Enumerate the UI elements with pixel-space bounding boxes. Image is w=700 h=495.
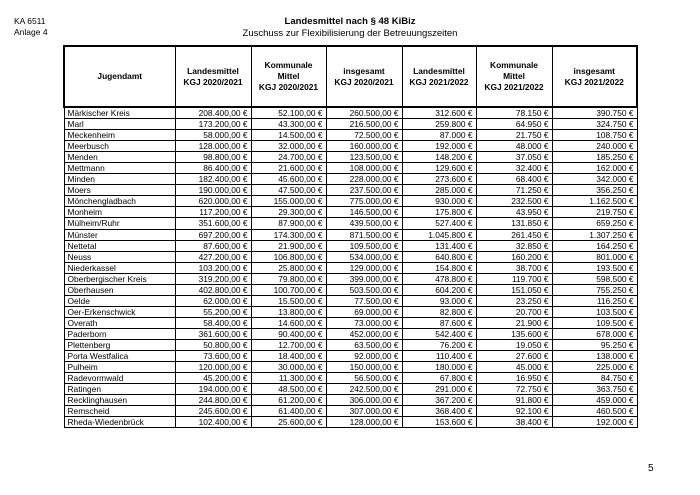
cell-amount: 103.200,00 €	[175, 262, 251, 273]
cell-amount: 244.800,00 €	[175, 395, 251, 406]
cell-amount: 291.000 €	[402, 384, 476, 395]
cell-amount: 342.000 €	[552, 174, 637, 185]
cell-amount: 351.600,00 €	[175, 218, 251, 229]
cell-amount: 439.500,00 €	[326, 218, 402, 229]
cell-amount: 216.500,00 €	[326, 119, 402, 130]
cell-amount: 131.400 €	[402, 240, 476, 251]
cell-amount: 542.400 €	[402, 328, 476, 339]
cell-amount: 48.000 €	[476, 141, 552, 152]
cell-amount: 240.000 €	[552, 141, 637, 152]
cell-amount: 87.900,00 €	[251, 218, 326, 229]
cell-amount: 110.400 €	[402, 351, 476, 362]
cell-amount: 37.050 €	[476, 152, 552, 163]
cell-amount: 260.500,00 €	[326, 107, 402, 119]
cell-amount: 43.950 €	[476, 207, 552, 218]
cell-amount: 102.400,00 €	[175, 417, 251, 428]
cell-amount: 21.900,00 €	[251, 240, 326, 251]
cell-amount: 38.700 €	[476, 262, 552, 273]
table-row	[64, 251, 637, 262]
funding-table	[63, 45, 638, 428]
table-row	[64, 328, 637, 339]
cell-amount: 261.450 €	[476, 229, 552, 240]
cell-amount: 390.750 €	[552, 107, 637, 119]
cell-amount: 12.700,00 €	[251, 339, 326, 350]
cell-jugendamt: Porta Westfalica	[64, 351, 175, 362]
cell-amount: 192.000 €	[552, 417, 637, 428]
cell-amount: 128.000,00 €	[175, 141, 251, 152]
cell-amount: 160.200 €	[476, 251, 552, 262]
cell-amount: 598.500 €	[552, 273, 637, 284]
cell-amount: 21.750 €	[476, 130, 552, 141]
cell-amount: 237.500,00 €	[326, 185, 402, 196]
cell-amount: 180.000 €	[402, 362, 476, 373]
cell-amount: 801.000 €	[552, 251, 637, 262]
cell-amount: 71.250 €	[476, 185, 552, 196]
cell-amount: 307.000,00 €	[326, 406, 402, 417]
cell-amount: 427.200,00 €	[175, 251, 251, 262]
cell-amount: 15.500,00 €	[251, 295, 326, 306]
cell-amount: 367.200 €	[402, 395, 476, 406]
cell-amount: 11.300,00 €	[251, 373, 326, 384]
cell-amount: 245.600,00 €	[175, 406, 251, 417]
cell-amount: 24.700,00 €	[251, 152, 326, 163]
cell-amount: 154.800 €	[402, 262, 476, 273]
cell-amount: 228.000,00 €	[326, 174, 402, 185]
cell-jugendamt: Oer-Erkenschwick	[64, 306, 175, 317]
table-row	[64, 262, 637, 273]
cell-amount: 160.000,00 €	[326, 141, 402, 152]
cell-amount: 20.700 €	[476, 306, 552, 317]
cell-amount: 534.000,00 €	[326, 251, 402, 262]
cell-jugendamt: Meckenheim	[64, 130, 175, 141]
table-row	[64, 196, 637, 207]
cell-amount: 259.800 €	[402, 119, 476, 130]
cell-amount: 76.200 €	[402, 339, 476, 350]
cell-amount: 402.800,00 €	[175, 284, 251, 295]
table-row	[64, 107, 637, 119]
cell-amount: 32.850 €	[476, 240, 552, 251]
cell-amount: 604.200 €	[402, 284, 476, 295]
cell-amount: 72.750 €	[476, 384, 552, 395]
cell-amount: 82.800 €	[402, 306, 476, 317]
cell-jugendamt: Overath	[64, 317, 175, 328]
table-row	[64, 384, 637, 395]
cell-jugendamt: Ratingen	[64, 384, 175, 395]
cell-amount: 116.250 €	[552, 295, 637, 306]
cell-amount: 135.600 €	[476, 328, 552, 339]
cell-amount: 52.100,00 €	[251, 107, 326, 119]
cell-amount: 527.400 €	[402, 218, 476, 229]
table-row	[64, 130, 637, 141]
cell-amount: 91.800 €	[476, 395, 552, 406]
cell-amount: 58.400,00 €	[175, 317, 251, 328]
cell-amount: 100.700,00 €	[251, 284, 326, 295]
cell-amount: 208.400,00 €	[175, 107, 251, 119]
cell-amount: 92.100 €	[476, 406, 552, 417]
cell-amount: 128.000,00 €	[326, 417, 402, 428]
cell-amount: 659.250 €	[552, 218, 637, 229]
cell-amount: 755.250 €	[552, 284, 637, 295]
cell-jugendamt: Menden	[64, 152, 175, 163]
cell-amount: 148.200 €	[402, 152, 476, 163]
cell-amount: 109.500,00 €	[326, 240, 402, 251]
table-row	[64, 207, 637, 218]
cell-amount: 87.600,00 €	[175, 240, 251, 251]
cell-amount: 90.400,00 €	[251, 328, 326, 339]
cell-amount: 219.750 €	[552, 207, 637, 218]
table-row	[64, 417, 637, 428]
cell-jugendamt: Mönchengladbach	[64, 196, 175, 207]
cell-amount: 697.200,00 €	[175, 229, 251, 240]
cell-amount: 478.800 €	[402, 273, 476, 284]
page-number: 5	[648, 463, 654, 474]
cell-amount: 273.600 €	[402, 174, 476, 185]
table-row	[64, 174, 637, 185]
table-row	[64, 362, 637, 373]
cell-amount: 86.400,00 €	[175, 163, 251, 174]
cell-amount: 64.950 €	[476, 119, 552, 130]
cell-jugendamt: Märkischer Kreis	[64, 107, 175, 119]
cell-amount: 640.800 €	[402, 251, 476, 262]
cell-amount: 73.600,00 €	[175, 351, 251, 362]
cell-amount: 79.800,00 €	[251, 273, 326, 284]
cell-amount: 21.600,00 €	[251, 163, 326, 174]
table-row	[64, 141, 637, 152]
cell-amount: 232.500 €	[476, 196, 552, 207]
cell-amount: 55.200,00 €	[175, 306, 251, 317]
cell-jugendamt: Recklinghausen	[64, 395, 175, 406]
cell-amount: 72.500,00 €	[326, 130, 402, 141]
table-row	[64, 284, 637, 295]
cell-amount: 194.000,00 €	[175, 384, 251, 395]
cell-amount: 16.950 €	[476, 373, 552, 384]
cell-jugendamt: Mettmann	[64, 163, 175, 174]
table-row	[64, 339, 637, 350]
cell-amount: 146.500,00 €	[326, 207, 402, 218]
cell-jugendamt: Niederkassel	[64, 262, 175, 273]
table-row	[64, 406, 637, 417]
cell-amount: 92.000,00 €	[326, 351, 402, 362]
table-body	[64, 107, 637, 428]
cell-amount: 77.500,00 €	[326, 295, 402, 306]
cell-amount: 459.000 €	[552, 395, 637, 406]
cell-amount: 93.000 €	[402, 295, 476, 306]
cell-amount: 58.000,00 €	[175, 130, 251, 141]
cell-amount: 678.000 €	[552, 328, 637, 339]
table-row	[64, 152, 637, 163]
cell-amount: 930.000 €	[402, 196, 476, 207]
table-row	[64, 351, 637, 362]
cell-jugendamt: Münster	[64, 229, 175, 240]
page-title	[0, 16, 700, 40]
table-row	[64, 119, 637, 130]
cell-amount: 306.000,00 €	[326, 395, 402, 406]
cell-amount: 460.500 €	[552, 406, 637, 417]
cell-amount: 185.250 €	[552, 152, 637, 163]
cell-amount: 61.400,00 €	[251, 406, 326, 417]
cell-jugendamt: Meerbusch	[64, 141, 175, 152]
cell-amount: 324.750 €	[552, 119, 637, 130]
table-row	[64, 295, 637, 306]
table-row	[64, 240, 637, 251]
cell-jugendamt: Monheim	[64, 207, 175, 218]
cell-amount: 192.000 €	[402, 141, 476, 152]
cell-amount: 38.400 €	[476, 417, 552, 428]
col-header-kommunal-2020: Kommunale Mittel KGJ 2020/2021	[251, 46, 326, 107]
cell-amount: 620.000,00 €	[175, 196, 251, 207]
cell-amount: 21.900 €	[476, 317, 552, 328]
cell-amount: 190.000,00 €	[175, 185, 251, 196]
cell-amount: 68.400 €	[476, 174, 552, 185]
col-header-kommunal-2021: Kommunale Mittel KGJ 2021/2022	[476, 46, 552, 107]
cell-amount: 14.600,00 €	[251, 317, 326, 328]
col-header-landesmittel-2021: Landesmittel KGJ 2021/2022	[402, 46, 476, 107]
cell-amount: 19.050 €	[476, 339, 552, 350]
table-row	[64, 185, 637, 196]
cell-jugendamt: Minden	[64, 174, 175, 185]
cell-amount: 103.500 €	[552, 306, 637, 317]
cell-amount: 120.000,00 €	[175, 362, 251, 373]
cell-amount: 182.400,00 €	[175, 174, 251, 185]
cell-amount: 138.000 €	[552, 351, 637, 362]
cell-amount: 84.750 €	[552, 373, 637, 384]
table-row	[64, 373, 637, 384]
cell-amount: 1.307.250 €	[552, 229, 637, 240]
cell-amount: 871.500,00 €	[326, 229, 402, 240]
cell-amount: 153.600 €	[402, 417, 476, 428]
cell-amount: 356.250 €	[552, 185, 637, 196]
cell-jugendamt: Oberbergischer Kreis	[64, 273, 175, 284]
cell-amount: 56.500,00 €	[326, 373, 402, 384]
cell-amount: 193.500 €	[552, 262, 637, 273]
cell-amount: 175.800 €	[402, 207, 476, 218]
title-sub: Zuschuss zur Flexibilisierung der Betreuungszeiten	[242, 28, 458, 39]
cell-amount: 14.500,00 €	[251, 130, 326, 141]
cell-amount: 98.800,00 €	[175, 152, 251, 163]
col-header-insgesamt-2021: insgesamt KGJ 2021/2022	[552, 46, 637, 107]
cell-amount: 117.200,00 €	[175, 207, 251, 218]
cell-amount: 78.150 €	[476, 107, 552, 119]
cell-amount: 1.162.500 €	[552, 196, 637, 207]
cell-amount: 361.600,00 €	[175, 328, 251, 339]
cell-amount: 87.600 €	[402, 317, 476, 328]
cell-amount: 162.000 €	[552, 163, 637, 174]
cell-amount: 285.000 €	[402, 185, 476, 196]
cell-jugendamt: Moers	[64, 185, 175, 196]
cell-jugendamt: Oelde	[64, 295, 175, 306]
cell-amount: 225.000 €	[552, 362, 637, 373]
cell-jugendamt: Marl	[64, 119, 175, 130]
cell-amount: 150.000,00 €	[326, 362, 402, 373]
cell-amount: 319.200,00 €	[175, 273, 251, 284]
cell-amount: 69.000,00 €	[326, 306, 402, 317]
table-row	[64, 229, 637, 240]
cell-amount: 61.200,00 €	[251, 395, 326, 406]
table-row	[64, 273, 637, 284]
cell-amount: 67.800 €	[402, 373, 476, 384]
ref-code: KA 6511	[14, 16, 46, 26]
cell-jugendamt: Rheda-Wiedenbrück	[64, 417, 175, 428]
cell-amount: 95.250 €	[552, 339, 637, 350]
cell-amount: 119.700 €	[476, 273, 552, 284]
cell-amount: 45.200,00 €	[175, 373, 251, 384]
table-row	[64, 306, 637, 317]
table-row	[64, 317, 637, 328]
cell-amount: 29.300,00 €	[251, 207, 326, 218]
cell-amount: 30.000,00 €	[251, 362, 326, 373]
cell-amount: 45.600,00 €	[251, 174, 326, 185]
cell-amount: 48.500,00 €	[251, 384, 326, 395]
cell-amount: 174.300,00 €	[251, 229, 326, 240]
cell-amount: 399.000,00 €	[326, 273, 402, 284]
cell-amount: 25.800,00 €	[251, 262, 326, 273]
cell-jugendamt: Remscheid	[64, 406, 175, 417]
cell-amount: 108.750 €	[552, 130, 637, 141]
cell-amount: 109.500 €	[552, 317, 637, 328]
cell-amount: 106.800,00 €	[251, 251, 326, 262]
cell-amount: 25.600,00 €	[251, 417, 326, 428]
cell-amount: 123.500,00 €	[326, 152, 402, 163]
cell-amount: 131.850 €	[476, 218, 552, 229]
cell-amount: 503.500,00 €	[326, 284, 402, 295]
cell-amount: 32.000,00 €	[251, 141, 326, 152]
cell-amount: 73.000,00 €	[326, 317, 402, 328]
cell-amount: 50.800,00 €	[175, 339, 251, 350]
cell-jugendamt: Mülheim/Ruhr	[64, 218, 175, 229]
cell-amount: 32.400 €	[476, 163, 552, 174]
cell-amount: 775.000,00 €	[326, 196, 402, 207]
cell-amount: 155.000,00 €	[251, 196, 326, 207]
cell-amount: 173.200,00 €	[175, 119, 251, 130]
title-main: Landesmittel nach § 48 KiBiz	[284, 16, 416, 27]
cell-amount: 43.300,00 €	[251, 119, 326, 130]
col-header-landesmittel-2020: Landesmittel KGJ 2020/2021	[175, 46, 251, 107]
cell-amount: 129.600 €	[402, 163, 476, 174]
cell-jugendamt: Pulheim	[64, 362, 175, 373]
cell-amount: 45.000 €	[476, 362, 552, 373]
cell-amount: 1.045.800 €	[402, 229, 476, 240]
cell-amount: 13.800,00 €	[251, 306, 326, 317]
cell-amount: 312.600 €	[402, 107, 476, 119]
cell-jugendamt: Oberhausen	[64, 284, 175, 295]
cell-amount: 108.000,00 €	[326, 163, 402, 174]
cell-amount: 363.750 €	[552, 384, 637, 395]
table-row	[64, 163, 637, 174]
cell-amount: 62.000,00 €	[175, 295, 251, 306]
cell-amount: 151.050 €	[476, 284, 552, 295]
cell-amount: 129.000,00 €	[326, 262, 402, 273]
cell-amount: 164.250 €	[552, 240, 637, 251]
cell-amount: 368.400 €	[402, 406, 476, 417]
table-header-row	[64, 46, 637, 107]
cell-amount: 63.500,00 €	[326, 339, 402, 350]
table-row	[64, 218, 637, 229]
cell-amount: 47.500,00 €	[251, 185, 326, 196]
cell-amount: 242.500,00 €	[326, 384, 402, 395]
cell-amount: 452.000,00 €	[326, 328, 402, 339]
cell-jugendamt: Paderborn	[64, 328, 175, 339]
ref-annex: Anlage 4	[14, 27, 48, 37]
table-row	[64, 395, 637, 406]
cell-amount: 87.000 €	[402, 130, 476, 141]
cell-jugendamt: Neuss	[64, 251, 175, 262]
cell-jugendamt: Nettetal	[64, 240, 175, 251]
col-header-jugendamt: Jugendamt	[64, 46, 175, 107]
col-header-insgesamt-2020: insgesamt KGJ 2020/2021	[326, 46, 402, 107]
cell-amount: 27.600 €	[476, 351, 552, 362]
cell-amount: 18.400,00 €	[251, 351, 326, 362]
cell-amount: 23.250 €	[476, 295, 552, 306]
cell-jugendamt: Radevormwald	[64, 373, 175, 384]
cell-jugendamt: Plettenberg	[64, 339, 175, 350]
